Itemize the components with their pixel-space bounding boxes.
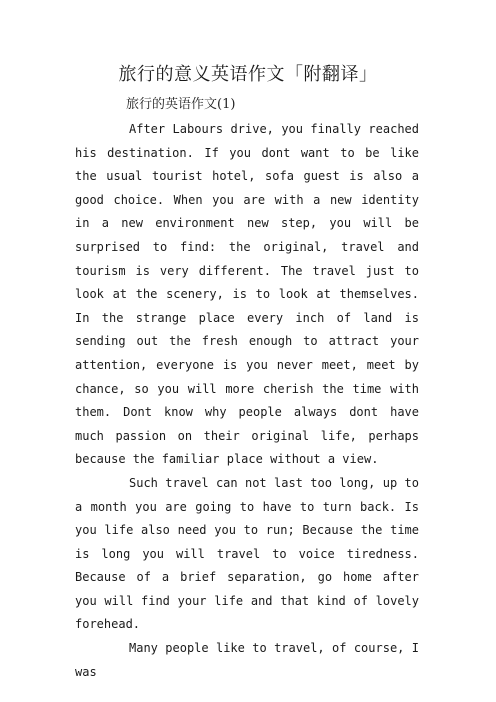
paragraph-3: Many people like to travel, of course, I was bbox=[75, 641, 419, 679]
paragraph-1: After Labours drive, you finally reached his destination. If you dont want to be like the usual tourist hotel, sofa guest is also a good choice. When you are with a new identity in a new environment new step, you will be surprised to find: the original, travel and tourism is very different. The travel just to look at the scenery, is to look at themselves. In the strange place every inch of land is sending out the fresh enough to attract your attention, everyone is you never meet, meet by chance, so you will more cherish the time with them. Dont know why people always dont have much passion on their original life, perhaps because the familiar place without a view. bbox=[75, 122, 419, 467]
essay-body bbox=[75, 118, 419, 684]
paragraph-2: Such travel can not last too long, up to a month you are going to have to turn back. Is you life also need you to run; Because the time is long you will travel to voice tiredness. Because of a brief separation, go home after you will find your life and that kind of lovely forehead. bbox=[75, 475, 419, 632]
section-subtitle: 旅行的英语作文(1) bbox=[126, 97, 236, 112]
page-title: 旅行的意义英语作文「附翻译」 bbox=[118, 64, 378, 85]
